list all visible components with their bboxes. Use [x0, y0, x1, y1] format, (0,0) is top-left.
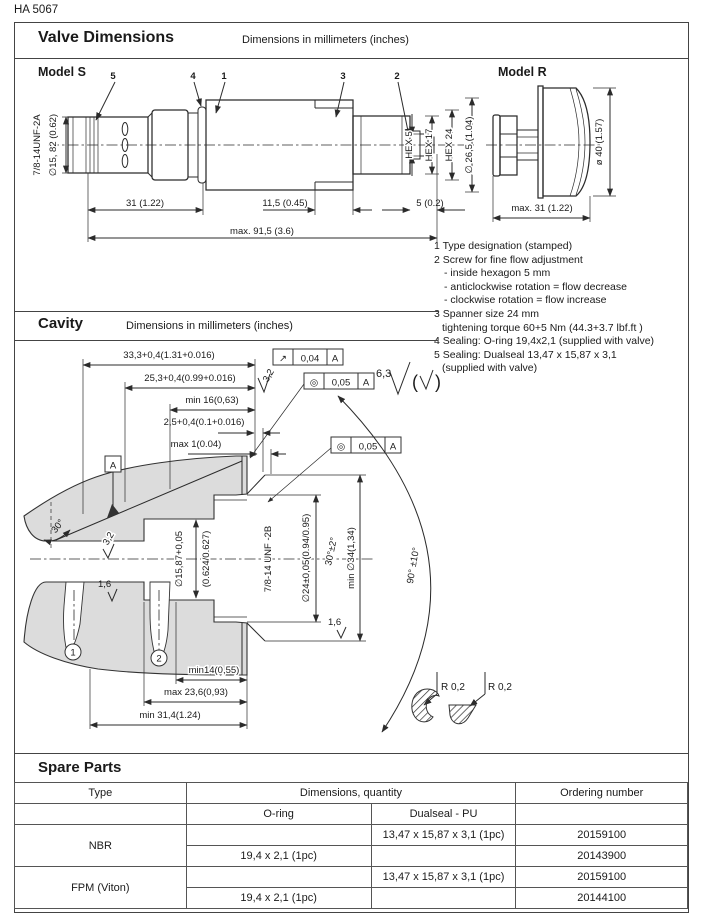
- port-1-balloon: 1: [70, 647, 76, 659]
- port-2-balloon: 2: [156, 653, 162, 665]
- model-r-length-label: max. 31 (1.22): [511, 203, 573, 214]
- spare-parts-title: Spare Parts: [38, 759, 122, 776]
- empty-cell: [516, 804, 688, 825]
- col-order-header: Ordering number: [516, 783, 688, 804]
- note-line: - clockwise rotation = flow increase: [444, 294, 607, 307]
- roughness-63-label: 6,3: [376, 368, 392, 380]
- dualseal-cell: 13,47 x 15,87 x 3,1 (1pc): [371, 825, 516, 846]
- hex17-label: HEX 17: [424, 128, 435, 162]
- type-cell-nbr: NBR: [15, 825, 187, 867]
- document-number: HA 5067: [14, 4, 59, 16]
- cavity-units-note: Dimensions in millimeters (inches): [126, 320, 293, 332]
- table-row: [15, 825, 688, 846]
- fcf2-symbol: ◎: [336, 441, 346, 453]
- model-s-drawing: [20, 60, 490, 310]
- note-line: 2 Screw for fine flow adjustment: [434, 253, 583, 266]
- surface-finish-note: [376, 362, 441, 394]
- dia-min34-label: min ∅34(1,34): [346, 527, 357, 589]
- col-type-header: Type: [15, 783, 187, 804]
- empty-cell: [15, 804, 187, 825]
- oring-cell: [186, 825, 371, 846]
- fcf1-tol: 0,05: [331, 377, 351, 389]
- table-subheader-row: [15, 804, 688, 825]
- fcf1-datum: A: [362, 377, 370, 389]
- cavity-body: [24, 456, 373, 675]
- model-r-body: [486, 86, 602, 198]
- callout-3: 3: [340, 71, 346, 82]
- model-r-drawing: [490, 60, 688, 242]
- valve-units-note: Dimensions in millimeters (inches): [242, 34, 409, 46]
- model-s-diameter-label: ∅15, 82 (0.62): [48, 113, 59, 177]
- dia-1587-label: ∅15,87+0,05: [174, 530, 185, 588]
- order-cell: 20144100: [516, 888, 688, 909]
- dualseal-cell: 13,47 x 15,87 x 3,1 (1pc): [371, 867, 516, 888]
- dualseal-cell: [371, 888, 516, 909]
- fcf-runout-symbol: ↗: [279, 353, 287, 365]
- angle-90-label: 90° ±10°: [404, 546, 423, 585]
- radius-r02-label-2: R 0,2: [488, 682, 512, 693]
- note-line: 3 Spanner size 24 mm: [434, 307, 540, 320]
- dim-min314-label: min 31,4(1.24): [139, 710, 201, 721]
- cavity-title: Cavity: [38, 315, 84, 332]
- fcf-runout: [273, 349, 343, 365]
- fcf2-datum: A: [389, 441, 397, 453]
- roughness-32-bore-label: 3,2: [100, 530, 117, 548]
- angle-30-label: 30°: [49, 517, 67, 536]
- dim-total-label: max. 91,5 (3.6): [230, 226, 294, 237]
- dim-max236-label: max 23,6(0,93): [164, 687, 228, 698]
- model-s-bottom-dims: [88, 154, 465, 242]
- dim-333-label: 33,3+0,4(1.31+0.016): [123, 350, 215, 361]
- dim-25-label: 2,5+0,4(0.1+0.016): [163, 417, 245, 428]
- valve-dimensions-header: [14, 22, 688, 59]
- oring-cell: 19,4 x 2,1 (1pc): [186, 888, 371, 909]
- dualseal-cell: [371, 846, 516, 867]
- cavity-drawing: [18, 344, 688, 752]
- model-r-label: Model R: [498, 65, 547, 79]
- paren-open: (: [412, 372, 418, 392]
- model-r-dims: [493, 88, 616, 222]
- model-s-thread-label: 7/8-14UNF-2A: [32, 114, 43, 176]
- fcf-runout-tol: 0,04: [300, 353, 320, 365]
- col-oring-header: O-ring: [186, 804, 371, 825]
- roughness-16-right-label: 1,6: [328, 617, 342, 628]
- angle-302-label: 30°±2°: [323, 536, 340, 567]
- table-header-row: [15, 783, 688, 804]
- dia-24-label: ∅24±0,05(0.94/0.95): [301, 513, 312, 603]
- valve-dimensions-title: Valve Dimensions: [38, 29, 175, 46]
- order-cell: 20159100: [516, 825, 688, 846]
- fcf-runout-datum: A: [331, 353, 339, 365]
- col-dims-header: Dimensions, quantity: [186, 783, 516, 804]
- spare-parts-table: [14, 782, 688, 909]
- radius-r02-label: R 0,2: [441, 682, 465, 693]
- dim-min14-label: min14(0,55): [188, 665, 240, 676]
- oring-cell: [186, 867, 371, 888]
- type-cell-fpm: FPM (Viton): [15, 867, 187, 909]
- note-line: 4 Sealing: O-ring 19,4x2,1 (supplied with valve): [434, 335, 655, 348]
- dim-31-label: 31 (1.22): [125, 198, 165, 209]
- fcf2-tol: 0,05: [358, 441, 378, 453]
- col-dualseal-header: Dualseal - PU: [371, 804, 516, 825]
- callout-2: 2: [394, 71, 400, 82]
- model-s-label: Model S: [38, 65, 86, 79]
- roughness-16-left-label: 1,6: [98, 579, 112, 590]
- model-r-diameter-label: ø 40 (1.57): [594, 118, 605, 166]
- dim-115-label: 11,5 (0.45): [262, 198, 308, 209]
- table-row: [15, 867, 688, 888]
- datum-a-label: A: [109, 460, 117, 472]
- dim-253-label: 25,3+0,4(0.99+0.016): [144, 373, 236, 384]
- model-s-left-dims: [32, 114, 72, 176]
- model-s-callouts: [96, 71, 409, 136]
- dim-min16-label: min 16(0,63): [185, 395, 239, 406]
- callout-1: 1: [221, 71, 227, 82]
- thread-2b-label: 7/8-14 UNF -2B: [263, 525, 274, 593]
- note-line: - anticlockwise rotation = flow decrease: [444, 280, 627, 293]
- order-cell: 20143900: [516, 846, 688, 867]
- note-line: 1 Type designation (stamped): [434, 240, 573, 252]
- dia-1587-inch-label: (0.624/0.627): [201, 530, 212, 588]
- note-line: tightening torque 60+5 Nm (44.3+3.7 lbf.ft ): [442, 321, 643, 334]
- fcf1-symbol: ◎: [309, 377, 319, 389]
- cavity-header: [14, 311, 438, 341]
- oring-cell: 19,4 x 2,1 (1pc): [186, 846, 371, 867]
- hex24-label: HEX 24: [444, 128, 455, 162]
- radius-detail: [412, 672, 513, 724]
- dia-265-label: ∅ 26,5 (1.04): [464, 116, 475, 174]
- dim-5-label: 5 (0.2): [416, 198, 444, 209]
- note-line: (supplied with valve): [442, 362, 538, 375]
- dim-max1-label: max 1(0.04): [170, 439, 222, 450]
- spare-parts-header: [14, 753, 688, 783]
- hex5-label: HEX 5: [404, 131, 415, 159]
- callout-4: 4: [190, 71, 196, 82]
- callout-5: 5: [110, 71, 116, 82]
- paren-close: ): [435, 372, 441, 392]
- note-line: 5 Sealing: Dualseal 13,47 x 15,87 x 3,1: [434, 348, 617, 361]
- roughness-32-top-label: 3,2: [260, 367, 277, 385]
- note-line: - inside hexagon 5 mm: [444, 267, 551, 280]
- order-cell: 20159100: [516, 867, 688, 888]
